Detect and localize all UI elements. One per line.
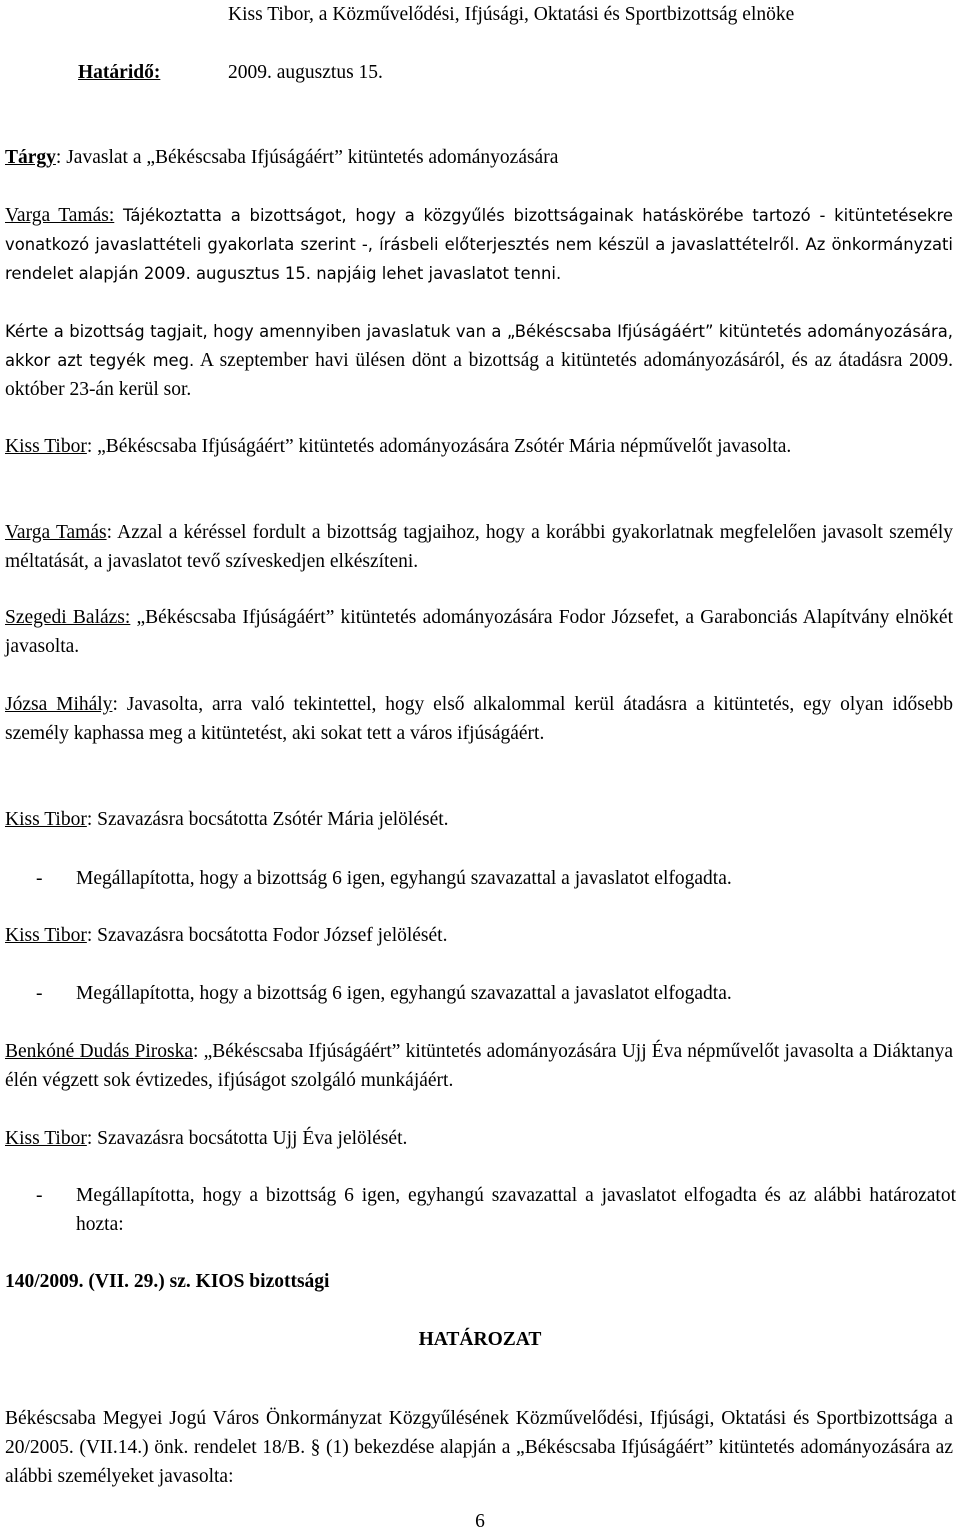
subject-text: : Javaslat a „Békéscsaba Ifjúságáért” kitüntetés adományozására bbox=[55, 147, 559, 168]
deadline-value: 2009. augusztus 15. bbox=[228, 62, 383, 83]
paragraph-kiss-1 bbox=[5, 432, 953, 461]
resolution-heading: HATÁROZAT bbox=[418, 1329, 542, 1350]
paragraph-varga-3 bbox=[5, 518, 953, 576]
paragraph-benkone bbox=[5, 1037, 953, 1095]
paragraph-text: „Békéscsaba Ifjúságáért” kitüntetés adományozására Fodor Józsefet, a Garabonciás Alapítvány elnökét javasolta. bbox=[5, 607, 954, 657]
vote-result-text: Megállapította, hogy a bizottság 6 igen, egyhangú szavazattal a javaslatot elfogadta. bbox=[76, 983, 732, 1004]
paragraph-kiss-4 bbox=[5, 1124, 953, 1153]
speaker-jozsa: Józsa Mihály bbox=[5, 694, 113, 715]
speaker-szegedi: Szegedi Balázs: bbox=[5, 607, 131, 628]
speaker-varga: Varga Tamás: bbox=[5, 205, 115, 226]
paragraph-text: Kérte a bizottság tagjait, hogy amennyiben javaslatuk van a „Békéscsaba Ifjúságáért” kitüntetés adományozására, akkor azt tegyék meg. bbox=[5, 322, 953, 370]
speaker-benkone: Benkóné Dudás Piroska bbox=[5, 1041, 193, 1062]
responsible-text: Kiss Tibor, a Közművelődési, Ifjúsági, Oktatási és Sportbizottság elnöke bbox=[228, 4, 795, 25]
speaker-kiss: Kiss Tibor bbox=[5, 809, 87, 830]
speaker-varga: Varga Tamás bbox=[5, 522, 107, 543]
paragraph-jozsa bbox=[5, 690, 953, 748]
vote-result-text: Megállapította, hogy a bizottság 6 igen, egyhangú szavazattal a javaslatot elfogadta. bbox=[76, 868, 732, 889]
subject-line bbox=[5, 143, 953, 172]
paragraph-szegedi bbox=[5, 603, 953, 661]
paragraph-text: : Azzal a kéréssel fordult a bizottság tagjaihoz, hogy a korábbi gyakorlatnak megfelelően javasolt személy méltatását, a javaslatot tevő szíveskedjen elkészíteni. bbox=[5, 522, 953, 572]
bullet-dash: - bbox=[36, 1185, 43, 1206]
paragraph-text: : Javasolta, arra való tekintettel, hogy első alkalommal kerül átadásra a kitüntetés, egy olyan idősebb személy kaphassa meg a kitüntetést, aki sokat tett a város ifjúságáért. bbox=[5, 694, 953, 744]
paragraph-kiss-3 bbox=[5, 921, 953, 950]
paragraph-text: : „Békéscsaba Ifjúságáért” kitüntetés adományozására Zsótér Mária népművelőt javasolta. bbox=[86, 436, 792, 457]
subject-label: Tárgy bbox=[5, 147, 56, 168]
bullet-dash: - bbox=[36, 983, 43, 1004]
resolution-body: Békéscsaba Megyei Jogú Város Önkormányzat Közgyűlésének Közművelődési, Ifjúsági, Oktatási és Sportbizottsága a 20/2005. (VII.14.) önk. rendelet 18/B. § (1) bekezdése alapján a „Békéscsaba Ifjúságáért” kitüntetés adományozására az alábbi személyeket javasolta: bbox=[5, 1408, 953, 1487]
speaker-kiss: Kiss Tibor bbox=[5, 436, 87, 457]
speaker-kiss: Kiss Tibor bbox=[5, 925, 87, 946]
page-number: 6 bbox=[475, 1511, 485, 1532]
paragraph-kiss-2 bbox=[5, 805, 953, 834]
vote-result-text: Megállapította, hogy a bizottság 6 igen, egyhangú szavazattal a javaslatot elfogadta és az alábbi határozatot hozta: bbox=[76, 1185, 956, 1235]
paragraph-text: : Szavazásra bocsátotta Ujj Éva jelölését. bbox=[86, 1128, 408, 1149]
paragraph-text: : Szavazásra bocsátotta Zsótér Mária jelölését. bbox=[86, 809, 449, 830]
paragraph-text: A szeptember havi ülésen dönt a bizottság a kitüntetés adományozásáról, és az átadásra 2009. október 23-án kerül sor. bbox=[5, 350, 953, 400]
deadline-label: Határidő: bbox=[78, 62, 161, 83]
paragraph-varga-1 bbox=[5, 201, 953, 288]
paragraph-varga-2 bbox=[5, 317, 953, 404]
paragraph-text: Tájékoztatta a bizottságot, hogy a közgyűlés bizottságainak hatáskörébe tartozó - kitüntetésekre vonatkozó javaslattételi gyakorlata szerint -, írásbeli előterjesztés nem készül a javaslattételről. Az önkormányzati rendelet alapján 2009. augusztus 15. napjáig lehet javaslatot tenni. bbox=[5, 206, 954, 283]
bullet-dash: - bbox=[36, 868, 43, 889]
paragraph-text: : Szavazásra bocsátotta Fodor József jelölését. bbox=[86, 925, 448, 946]
paragraph-text: : „Békéscsaba Ifjúságáért” kitüntetés adományozására Ujj Éva népművelőt javasolta a Diáktanya élén végzett sok évtizedes, ifjúságot szolgáló munkájáért. bbox=[5, 1041, 953, 1091]
speaker-kiss: Kiss Tibor bbox=[5, 1128, 87, 1149]
resolution-number: 140/2009. (VII. 29.) sz. KIOS bizottsági bbox=[5, 1271, 330, 1292]
